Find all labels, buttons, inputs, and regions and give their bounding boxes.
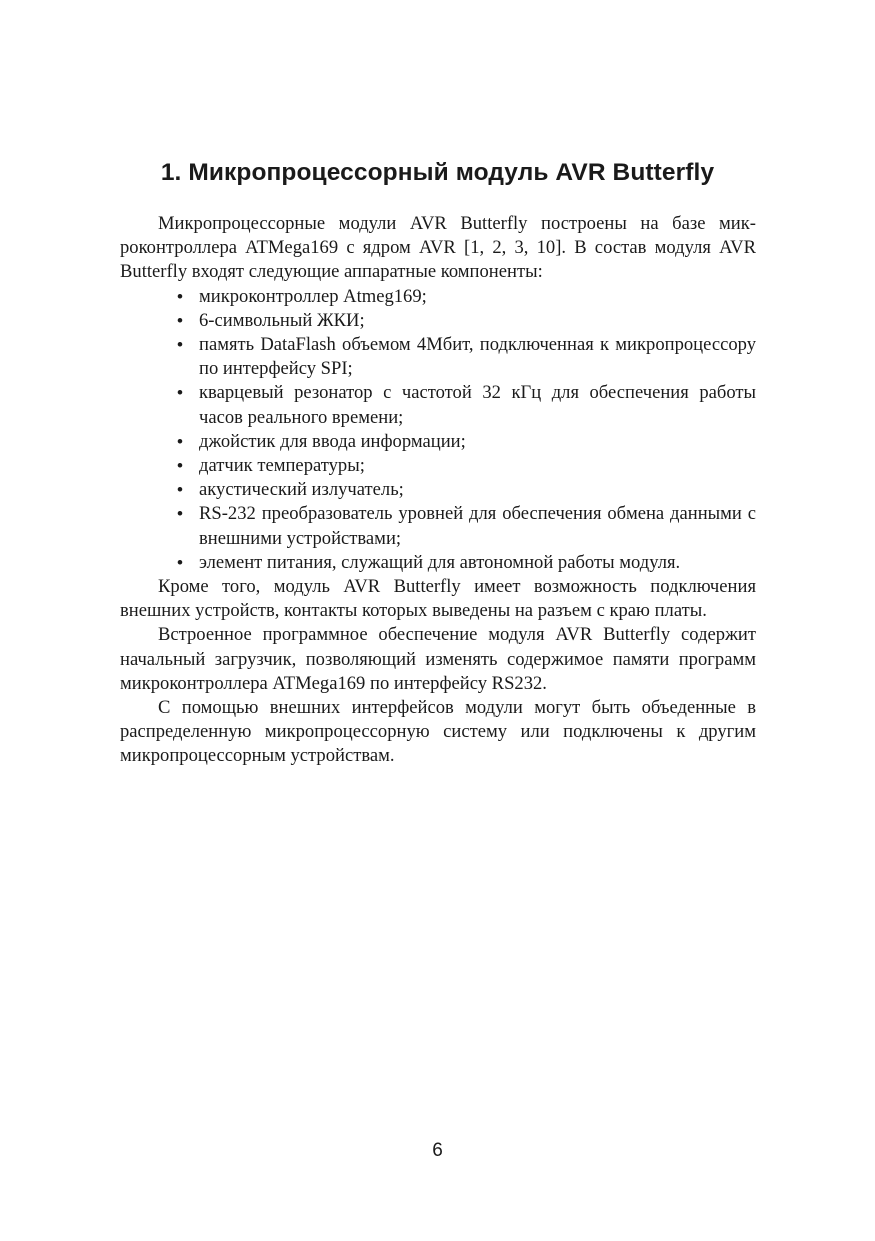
- bullet-icon: •: [177, 383, 183, 403]
- list-item-text: память DataFlash объемом 4Мбит, подключенная к микропроцессору по интерфейсу SPI;: [199, 334, 756, 380]
- interfaces-paragraph: С помощью внешних интерфейсов модули могут быть объеденные в распределенную микропроцессорную систему или подключены к другим микропроцессорным устройствам.: [120, 697, 756, 767]
- section-heading: 1. Микропроцессорный модуль AVR Butterfly: [160, 159, 715, 186]
- list-item-text: датчик температуры;: [199, 455, 365, 477]
- bullet-icon: •: [177, 456, 183, 476]
- list-item: [177, 502, 756, 550]
- list-item-text: RS-232 преобразователь уровней для обеспечения обмена данными с внешними устройствами;: [199, 503, 756, 549]
- list-item: [177, 333, 756, 381]
- intro-paragraph: Микропроцессорные модули AVR Butterfly построены на базе микроконтроллера ATMega169 с ядром AVR [1, 2, 3, 10]. В состав модуля AVR Butterfly входят следующие аппаратные компоненты:: [120, 213, 756, 283]
- components-list: [120, 285, 756, 575]
- bullet-icon: •: [177, 504, 183, 524]
- list-item-text: акустический излучатель;: [199, 479, 404, 501]
- list-item: [177, 309, 756, 333]
- page-number: 6: [432, 1140, 443, 1161]
- list-item: [177, 285, 756, 309]
- bullet-icon: •: [177, 431, 183, 451]
- bullet-icon: •: [177, 552, 183, 572]
- firmware-paragraph: Встроенное программное обеспечение модуля AVR Butterfly содержит начальный загрузчик, позволяющий изменять содержимое памяти программ микроконтроллера ATMega169 по интерфейсу RS232.: [120, 624, 756, 694]
- list-item-text: кварцевый резонатор с частотой 32 кГц для обеспечения работы часов реального времени;: [199, 382, 756, 428]
- list-item-text: 6-символьный ЖКИ;: [199, 309, 365, 331]
- list-item: [177, 551, 756, 575]
- body-text: [120, 212, 756, 769]
- bullet-icon: •: [177, 480, 183, 500]
- extra-devices-paragraph: Кроме того, модуль AVR Butterfly имеет возможность подключения внешних устройств, контакты которых выведены на разъем с краю платы.: [120, 576, 756, 622]
- list-item: [177, 478, 756, 502]
- list-item-text: микроконтроллер Atmeg169;: [199, 285, 427, 307]
- bullet-icon: •: [177, 286, 183, 306]
- bullet-icon: •: [177, 335, 183, 355]
- list-item-text: элемент питания, служащий для автономной работы модуля.: [199, 551, 681, 573]
- list-item: [177, 454, 756, 478]
- bullet-icon: •: [177, 310, 183, 330]
- list-item: [177, 430, 756, 454]
- list-item: [177, 381, 756, 429]
- list-item-text: джойстик для ввода информации;: [199, 430, 466, 452]
